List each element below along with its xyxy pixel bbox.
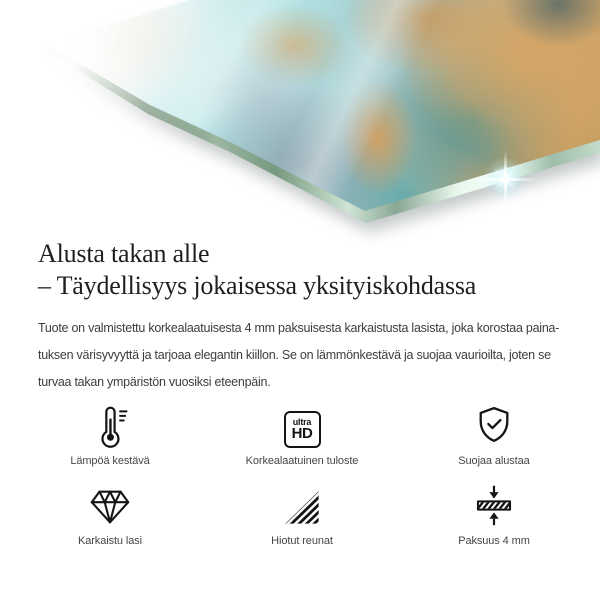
product-photo bbox=[0, 0, 600, 230]
features-grid bbox=[14, 402, 590, 548]
ultra-hd-icon: ultra HD bbox=[284, 402, 321, 448]
heading-line-2: – Täydellisyys jokaisessa yksityiskohdassa bbox=[38, 271, 477, 300]
feature-thickness bbox=[398, 482, 590, 548]
feature-protects-base bbox=[398, 402, 590, 468]
shield-check-icon bbox=[473, 402, 515, 448]
heading-line-1: Alusta takan alle bbox=[38, 239, 210, 268]
feature-label: Korkealaatuinen tuloste bbox=[245, 455, 359, 467]
feature-tempered-glass bbox=[14, 482, 206, 548]
feature-label: Suojaa alustaa bbox=[458, 455, 530, 467]
paragraph-line: tuksen värisyvyyttä ja tarjoaa elegantin kiillon. Se on lämmönkestävä ja suojaa vaurioilta, joten se bbox=[38, 348, 551, 362]
feature-polished-edges bbox=[206, 482, 398, 548]
feature-label: Hiotut reunat bbox=[271, 535, 333, 547]
thermometer-icon bbox=[88, 402, 132, 448]
feature-high-quality-print bbox=[206, 402, 398, 468]
diamond-icon bbox=[87, 482, 133, 528]
feature-heat-resistant bbox=[14, 402, 206, 468]
description-paragraph bbox=[38, 315, 562, 396]
thickness-icon bbox=[472, 482, 516, 528]
feature-label: Paksuus 4 mm bbox=[458, 535, 530, 547]
paragraph-line: Tuote on valmistettu korkealaatuisesta 4 mm paksuisesta karkaistusta lasista, joka korostaa paina- bbox=[38, 321, 560, 335]
feature-label: Lämpöä kestävä bbox=[70, 455, 150, 467]
feature-label: Karkaistu lasi bbox=[77, 535, 142, 547]
paragraph-line: turvaa takan ympäristön vuosiksi eteenpäin. bbox=[38, 375, 271, 389]
polished-edges-icon bbox=[281, 482, 323, 528]
section-heading bbox=[38, 238, 562, 302]
